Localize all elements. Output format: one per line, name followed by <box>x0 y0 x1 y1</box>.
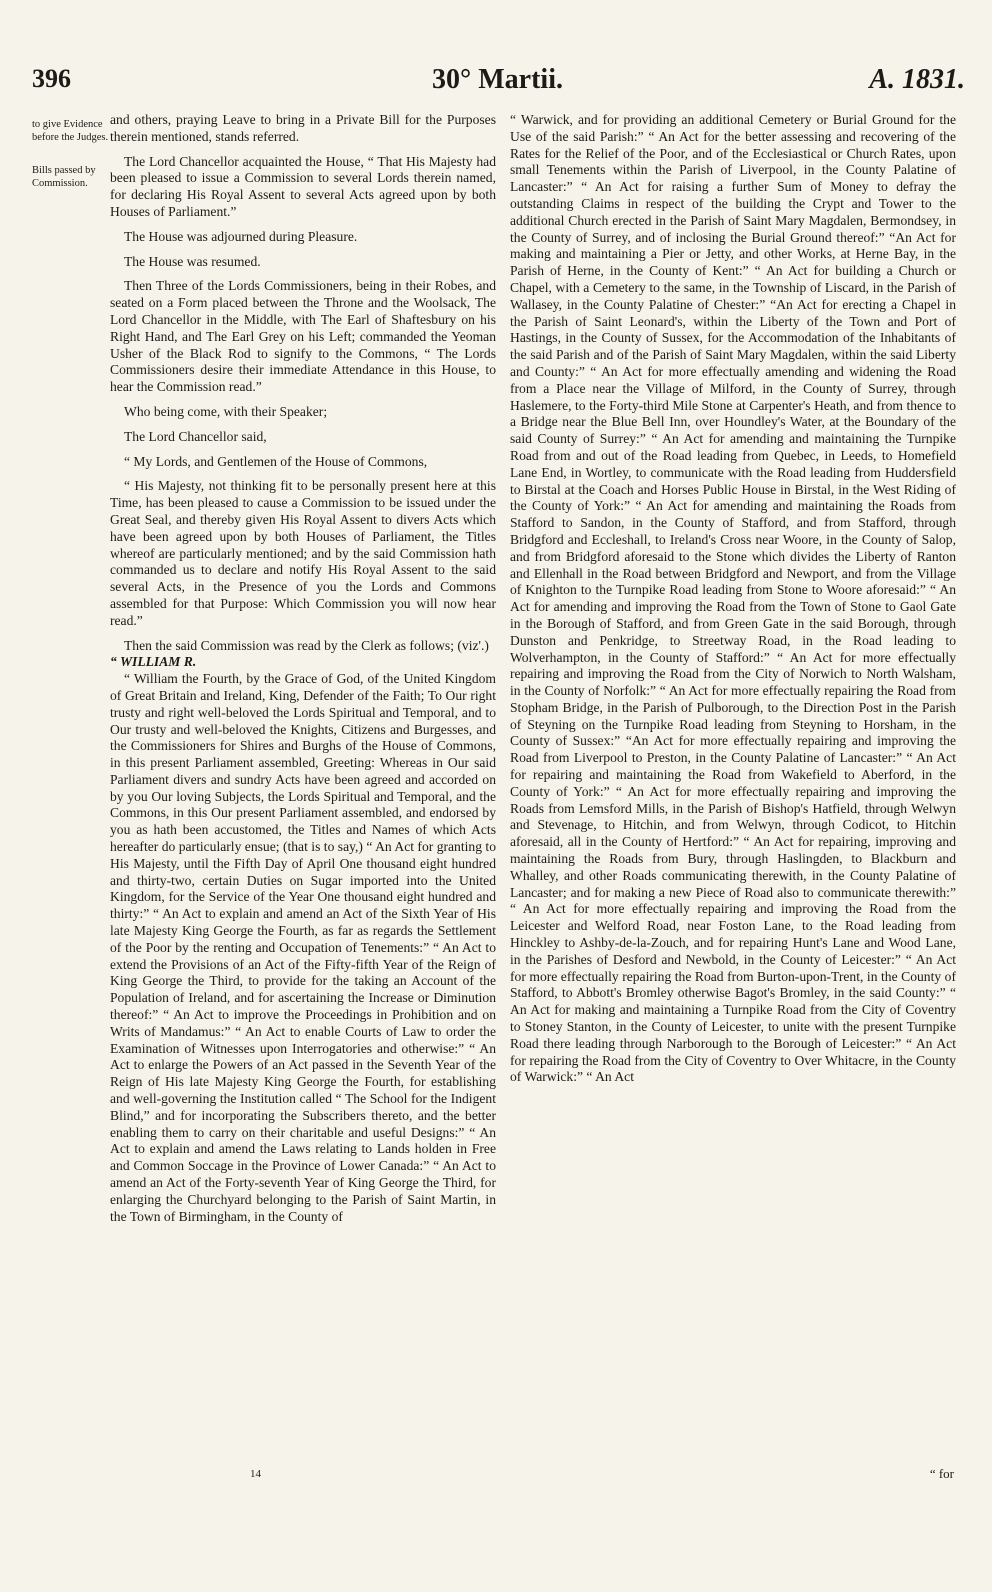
catchword: “ for <box>929 1466 954 1481</box>
signature-mark: 14 <box>250 1468 261 1480</box>
paragraph: The Lord Chancellor said, <box>124 428 267 444</box>
paragraph: “ My Lords, and Gentlemen of the House of Commons, <box>124 453 428 469</box>
page-number: 396 <box>32 64 71 93</box>
paragraph: Who being come, with their Speaker; <box>124 403 328 419</box>
paragraph: The House was resumed. <box>124 253 261 269</box>
margin-note-evidence: to give Evidence before the Judges. <box>32 119 109 143</box>
page-header <box>30 64 965 104</box>
paragraph: Then the said Commission was read by the Clerk as follows; (viz'.) <box>124 637 489 653</box>
right-column <box>510 112 956 1094</box>
page-year: A. 1831. <box>869 64 965 95</box>
margin-note-bills: Bills passed by Commission. <box>32 165 96 189</box>
paragraph: “ His Majesty, not thinking fit to be personally present here at this Time, has been pleased to cause a Commission to be issued under the Great Seal, and thereby given His Royal Assent to divers Acts which have been agreed upon by both Houses of Parliament, the Titles whereof are particularly mentioned; and by the said Commission hath commanded us to declare and notify His Royal Assent to the said several Acts, in the Presence of you the Lords and Commons assembled for that Purpose: Which Commission you will now hear read.” <box>110 478 496 628</box>
royal-signature: “ WILLIAM R. <box>110 654 197 670</box>
paragraph: The Lord Chancellor acquainted the House, “ That His Majesty had been pleased to issue a Commission to several Lords therein named, for declaring His Royal Assent to several Acts agreed upon by both Houses of Parliament.” <box>110 153 496 219</box>
left-column <box>110 112 496 1233</box>
page-date: 30° Martii. <box>432 64 563 95</box>
paragraph: and others, praying Leave to bring in a Private Bill for the Purposes therein mentioned, stands referred. <box>110 112 496 144</box>
paragraph: “ William the Fourth, by the Grace of God, of the United Kingdom of Great Britain and Ireland, King, Defender of the Faith; To Our right trusty and right well-beloved the Lords Spiritual and Temporal, and to Our trusty and well-beloved the Knights, Citizens and Burgesses, and the Commissioners for Shires and Burghs of the House of Commons, in this present Parliament assembled, Greeting: Whereas in Our said Parliament divers and sundry Acts have been agreed and accorded on by you Our loving Subjects, the Lords Spiritual and Temporal, and the Commons, in this Our present Parliament assembled, and endorsed by you as hath been accustomed, the Titles and Names of which Acts hereafter do particularly ensue; (that is to say,) “ An Act for granting to His Majesty, until the Fifth Day of April One thousand eight hundred and thirty-two, certain Duties on Sugar imported into the United Kingdom, for the Service of the Year One thousand eight hundred and thirty:” “ An Act to explain and amend an Act of the Sixth Year of His late Majesty King George the Fourth, as far as regards the Settlement of the Poor by the renting and Occupation of Tenements:” “ An Act to extend the Provisions of an Act of the Fifty-fifth Year of the Reign of King George the Third, to provide for the taking an Account of the Population of Ireland, and for ascertaining the Increase or Diminution thereof:” “ An Act to improve the Proceedings in Prohibition and on Writs of Mandamus:” “ An Act to enable Courts of Law to order the Examination of Witnesses upon Interrogatories and otherwise:” “ An Act to enlarge the Powers of an Act passed in the Seventh Year of the Reign of His late Majesty King George the Fourth, for establishing and well-governing the Institution called “ The School for the Indigent Blind,” and for incorporating the Subscribers thereto, and the better enabling them to carry on their charitable and useful Designs:” “ An Act to explain and amend the Laws relating to Lands holden in Free and Common Soccage in the Province of Lower Canada:” “ An Act to amend an Act of the Forty-seventh Year of King George the Third, for enlarging the Churchyard belonging to the Parish of Saint Martin, in the Town of Birmingham, in the County of <box>110 671 496 1224</box>
paragraph: The House was adjourned during Pleasure. <box>124 228 358 244</box>
paragraph: “ Warwick, and for providing an additional Cemetery or Burial Ground for the Use of the said Parish:” “ An Act for the better assessing and recovering of the Rates for the Relief of the Poor, and of the Ecclesiastical or Church Rates, upon small Tenements within the Parish of Liverpool, in the County Palatine of Lancaster:” “ An Act for raising a further Sum of Money to defray the outstanding Claims in respect of the building the Crypt and Tower to the additional Church erected in the Parish of Saint Mary Magdalen, Bermondsey, in the County of Surrey, and of inclosing the Burial Ground thereof:” “An Act for making and maintaining a Pier or Jetty, and other Works, at Herne Bay, in the Parish of Herne, in the County of Kent:” “ An Act for building a Church or Chapel, with a Cemetery to the same, in the Township of Liscard, in the Parish of Wallasey, in the County Palatine of Chester:” “An Act for erecting a Chapel in the Parish of Saint Leonard's, within the Liberty of the Town and Port of Hastings, in the County of Sussex, for the Accommodation of the Inhabitants of the said Parish and of the Parish of Saint Mary Magdalen, within the said Liberty and County:” “ An Act for more effectually amending and widening the Road from a Place near the Village of Milford, in the County of Surrey, through Haslemere, to the Forty-third Mile Stone at Carpenter's Heath, and from thence to a Bridge near the Blue Bell Inn, over Houndley's Water, at the Boundary of the said County of Surrey:” “ An Act for amending and maintaining the Turnpike Road from and out of the Road leading from Quebec, in Leeds, to Homefield Lane End, in Wortley, to communicate with the Road leading from Huddersfield to Birstal at the Coach and Horses Public House in Birstal, in the West Riding of the County of York:” “ An Act for amending and maintaining the Roads from Stafford to Sandon, in the County of Stafford, and from Stafford, through Bridgford and Eccleshall, to Ireland's Cross near Woore, in the County of Salop, and from Bridgford aforesaid to the Stone which divides the Liberty of Ranton and Ellenhall in the Road between Bridgford and Newport, and from the Village of Knighton to the Turnpike Road leading from Stone to Woore aforesaid:” “ An Act for amending and improving the Road from the Town of Stone to Gaol Gate in the Borough of Stafford, and from Green Gate in the said Borough, through Dunston and Penkridge, to Streetway Road, in the Road leading to Wolverhampton, in the County of Stafford:” “ An Act for more effectually repairing and improving the Road from the City of Norwich to North Walsham, in the County of Norfolk:” “ An Act for more effectually repairing the Road from Stopham Bridge, in the Parish of Pulborough, to the Direction Post in the Parish of Steyning on the Turnpike Road leading from Steyning to Horsham, in the County of Sussex:” “An Act for more effectually repairing and improving the Road from Liverpool to Preston, in the County Palatine of Lancaster:” “ An Act for repairing and maintaining the Road from Wakefield to Aberford, in the County of York:” “ An Act for more effectually repairing and improving the Roads from Lemsford Mills, in the Parish of Bishop's Hatfield, through Welwyn and Stevenage, to Hitchin, and from Welwyn, through Codicot, to Hitchin aforesaid, all in the County of Hertford:” “ An Act for repairing, improving and maintaining the Roads from Bury, through Haslingden, to Blackburn and Whalley, and other Roads communicating therewith, in the County Palatine of Lancaster; and for making a new Piece of Road also to communicate therewith:” “ An Act for more effectually repairing and improving the Road from the Leicester and Welford Road, near Foston Lane, to the Road leading from Hinckley to Ashby-de-la-Zouch, and for repairing Hunt's Lane and Wood Lane, in the Parishes of Desford and Newbold, in the County of Leicester:” “ An Act for more effectually repairing the Road from Burton-upon-Trent, in the County of Stafford, to Abbott's Bromley otherwise Bagot's Bromley, in the said County:” “ An Act for making and maintaining a Turnpike Road from the City of Coventry to Stoney Stanton, in the County of Leicester, to unite with the present Turnpike Road there leading through Narborough to the Borough of Leicester:” “ An Act for repairing the Road from the City of Coventry to Over Whitacre, in the County of Warwick:” “ An Act <box>510 112 956 1085</box>
paragraph: Then Three of the Lords Commissioners, being in their Robes, and seated on a Form placed between the Throne and the Woolsack, The Lord Chancellor in the Middle, with The Earl of Shaftesbury on his Right Hand, and The Earl Grey on his Left; commanded the Yeoman Usher of the Black Rod to signify to the Commons, “ The Lords Commissioners desire their immediate Attendance in this House, to hear the Commission read.” <box>110 278 496 395</box>
